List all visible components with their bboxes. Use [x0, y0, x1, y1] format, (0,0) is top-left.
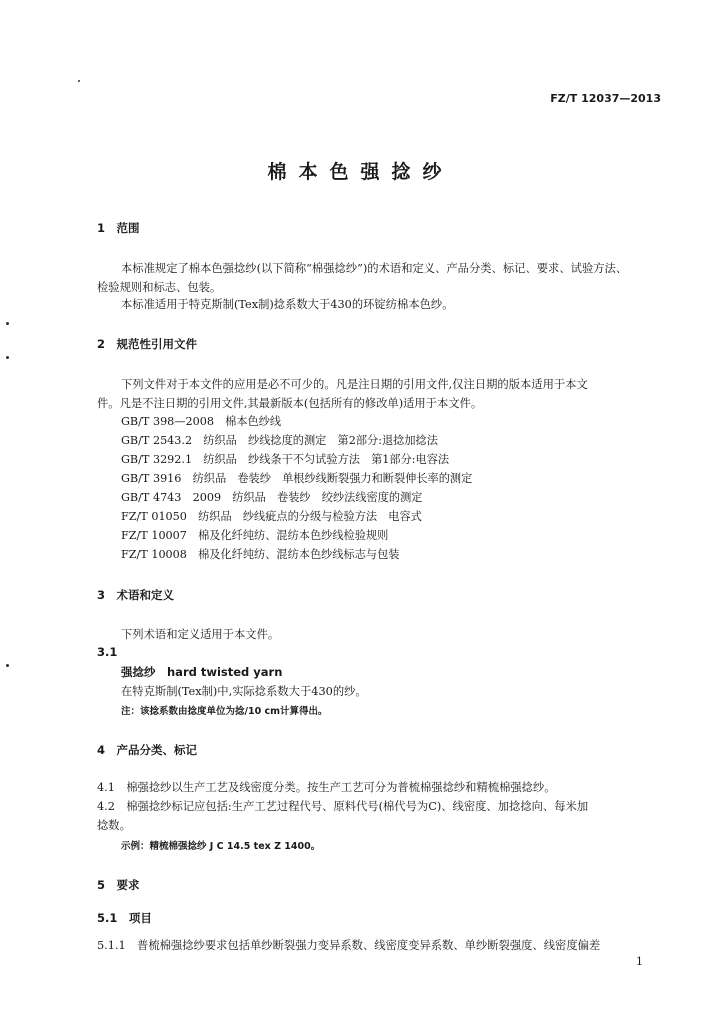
clause-4-2-line-1: 4.2 棉强捻纱标记应包括:生产工艺过程代号、原料代号(棉代号为C)、线密度、加捻捻向、每米加 [97, 800, 589, 813]
section-2-heading: 2 规范性引用文件 [97, 337, 198, 351]
reference-item: GB/T 3292.1 纺织品 纱线条干不匀试验方法 第1部分:电容法 [121, 453, 450, 466]
marking-example: 示例：精梳棉强捻纱 J C 14.5 tex Z 1400。 [121, 841, 321, 852]
section-1-paragraph-1-line-2: 检验规则和标志、包装。 [97, 281, 222, 294]
reference-item: GB/T 398—2008 棉本色纱线 [121, 415, 282, 428]
section-2-intro-line-1: 下列文件对于本文件的应用是必不可少的。凡是注日期的引用文件,仅注日期的版本适用于本文 [121, 378, 588, 391]
scan-speck [6, 322, 9, 325]
section-1-paragraph-1-line-1: 本标准规定了棉本色强捻纱(以下简称“棉强捻纱”)的术语和定义、产品分类、标记、要求、试验方法、 [121, 262, 628, 275]
clause-5-1-heading: 5.1 项目 [97, 911, 152, 925]
document-title: 棉本色强捻纱 [267, 161, 454, 183]
term-definition: 在特克斯制(Tex制)中,实际捻系数大于430的纱。 [121, 685, 367, 698]
clause-4-1: 4.1 棉强捻纱以生产工艺及线密度分类。按生产工艺可分为普梳棉强捻纱和精梳棉强捻纱。 [97, 781, 556, 794]
reference-item: GB/T 3916 纺织品 卷装纱 单根纱线断裂强力和断裂伸长率的测定 [121, 472, 473, 485]
term-number: 3.1 [97, 645, 118, 659]
clause-4-2-line-2: 捻数。 [97, 819, 131, 832]
scan-speck [6, 664, 9, 667]
standard-number: FZ/T 12037—2013 [550, 92, 661, 105]
scan-speck [6, 356, 9, 359]
section-3-heading: 3 术语和定义 [97, 588, 175, 602]
reference-item: GB/T 2543.2 纺织品 纱线捻度的测定 第2部分:退捻加捻法 [121, 434, 438, 447]
term-note: 注：该捻系数由捻度单位为捻/10 cm计算得出。 [121, 706, 328, 717]
section-1-paragraph-2: 本标准适用于特克斯制(Tex制)捻系数大于430的环锭纺棉本色纱。 [121, 298, 454, 311]
clause-5-1-1: 5.1.1 普梳棉强捻纱要求包括单纱断裂强力变异系数、线密度变异系数、单纱断裂强度、线密度偏差 [97, 939, 601, 952]
page-number: 1 [636, 955, 643, 968]
section-4-heading: 4 产品分类、标记 [97, 743, 198, 757]
section-3-intro: 下列术语和定义适用于本文件。 [121, 628, 280, 641]
term-name: 强捻纱 hard twisted yarn [121, 665, 283, 679]
reference-item: FZ/T 10008 棉及化纤纯纺、混纺本色纱线标志与包装 [121, 548, 400, 561]
reference-item: FZ/T 01050 纺织品 纱线疵点的分级与检验方法 电容式 [121, 510, 422, 523]
reference-item: FZ/T 10007 棉及化纤纯纺、混纺本色纱线检验规则 [121, 529, 389, 542]
scan-speck [78, 80, 80, 82]
reference-item: GB/T 4743 2009 纺织品 卷装纱 绞纱法线密度的测定 [121, 491, 423, 504]
section-2-intro-line-2: 件。凡是不注日期的引用文件,其最新版本(包括所有的修改单)适用于本文件。 [97, 397, 483, 410]
section-1-heading: 1 范围 [97, 221, 140, 235]
section-5-heading: 5 要求 [97, 878, 140, 892]
